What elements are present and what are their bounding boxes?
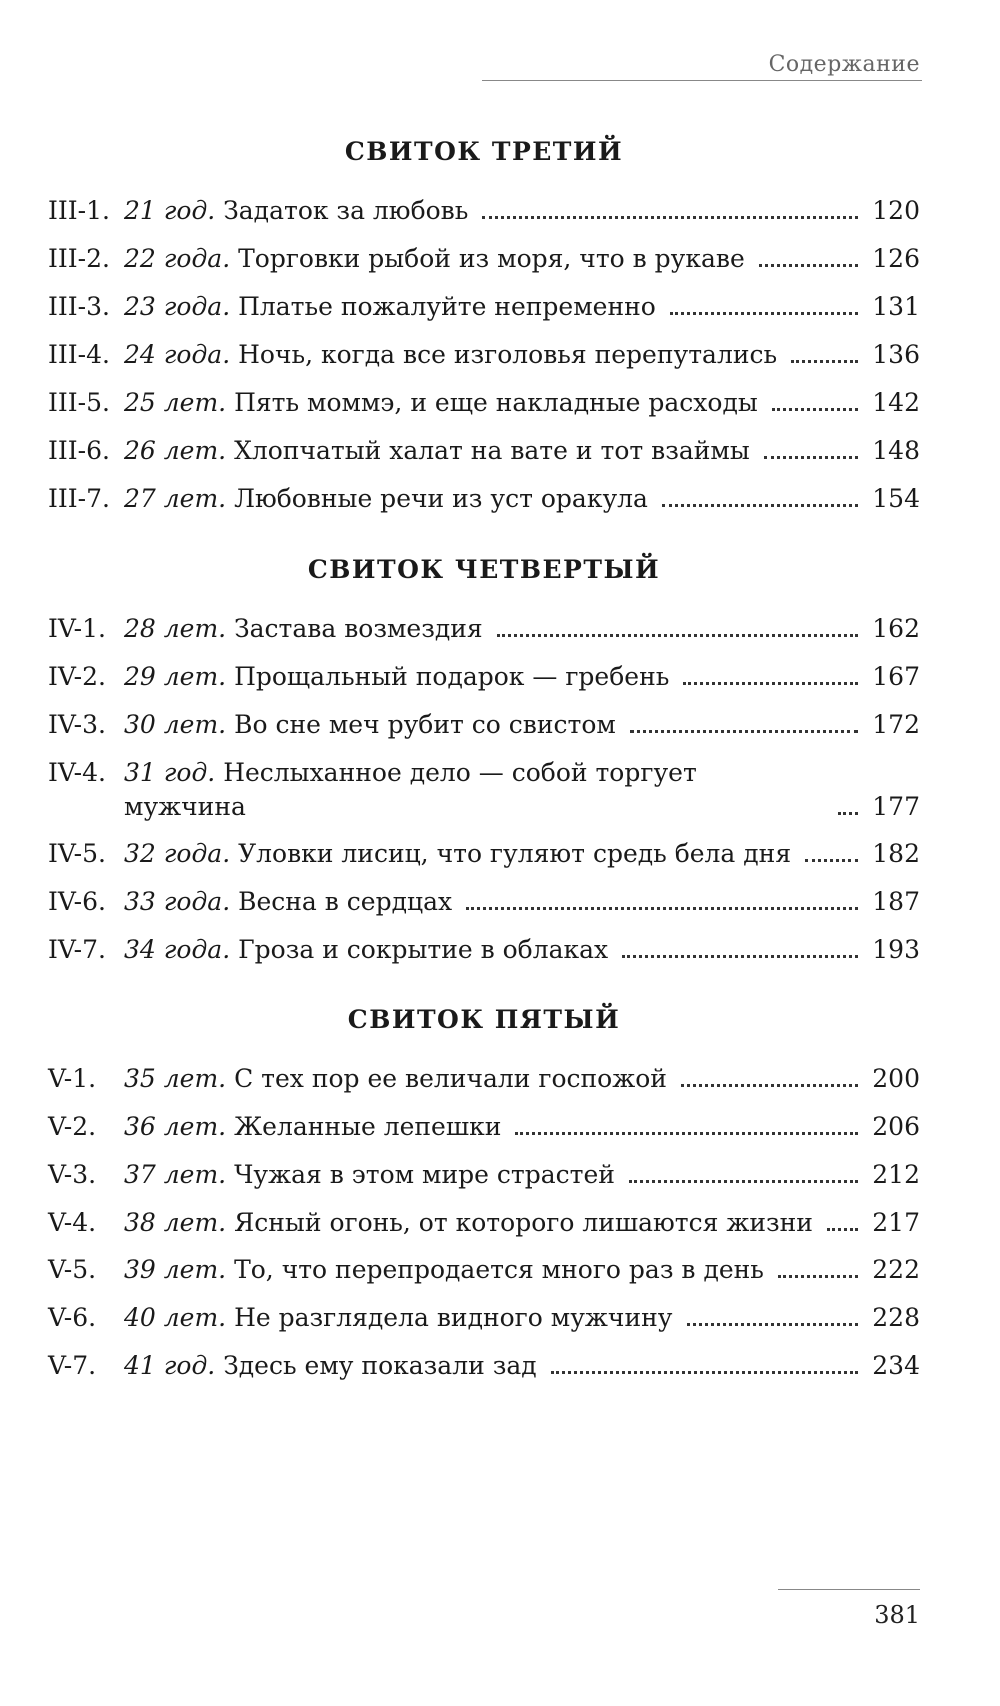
- toc-entry[interactable]: [48, 1349, 920, 1383]
- footer-rule: [778, 1589, 920, 1590]
- toc-entry[interactable]: [48, 612, 920, 646]
- section-title: СВИТОК ЧЕТВЕРТЫЙ: [307, 555, 661, 584]
- toc-entry[interactable]: [48, 1253, 920, 1287]
- entry-title: Гроза и сокрытие в облаках: [238, 935, 609, 964]
- entry-title: Во сне меч рубит со свистом: [234, 710, 616, 739]
- dot-leader: [482, 216, 858, 219]
- entry-age: 26 лет.: [124, 436, 227, 465]
- entry-page: 131: [872, 292, 920, 321]
- toc-entry[interactable]: [48, 338, 920, 372]
- toc-list: [48, 1062, 920, 1383]
- toc-list: [48, 194, 920, 516]
- entry-age: 28 лет.: [124, 614, 227, 643]
- entry-title: С тех пор ее величали госпожой: [234, 1064, 667, 1093]
- toc-entry[interactable]: [48, 434, 920, 468]
- header-rule: [482, 80, 922, 81]
- entry-code: III-6.: [48, 436, 110, 465]
- toc-entry[interactable]: [48, 885, 920, 919]
- dot-leader: [497, 634, 858, 637]
- entry-code: IV-5.: [48, 839, 106, 868]
- dot-leader: [778, 1275, 858, 1278]
- entry-title: Пять моммэ, и еще накладные расходы: [234, 388, 758, 417]
- entry-page: 228: [872, 1303, 920, 1332]
- toc-entry[interactable]: [48, 837, 920, 871]
- page-number: 381: [874, 1601, 920, 1629]
- entry-page: 212: [872, 1160, 920, 1189]
- dot-leader: [805, 859, 858, 862]
- entry-title: Любовные речи из уст оракула: [234, 484, 648, 513]
- entry-age: 32 года.: [124, 839, 231, 868]
- entry-code: V-5.: [48, 1255, 97, 1284]
- toc-entry[interactable]: [48, 1206, 920, 1240]
- toc-entry[interactable]: [48, 194, 920, 228]
- entry-title: Платье пожалуйте непременно: [238, 292, 656, 321]
- dot-leader: [687, 1323, 859, 1326]
- dot-leader: [629, 1180, 858, 1183]
- entry-title: Задаток за любовь: [223, 196, 469, 225]
- entry-age: 37 лет.: [124, 1160, 227, 1189]
- toc-entry[interactable]: [48, 756, 920, 824]
- toc-entry[interactable]: [48, 1158, 920, 1192]
- entry-age: 31 год.: [124, 758, 216, 787]
- entry-age: 34 года.: [124, 935, 231, 964]
- toc-entry[interactable]: [48, 242, 920, 276]
- dot-leader: [683, 682, 858, 685]
- entry-page: 154: [872, 484, 920, 513]
- entry-age: 25 лет.: [124, 388, 227, 417]
- section-title: СВИТОК ТРЕТИЙ: [344, 137, 624, 166]
- entry-title: Неслыханное дело — собой торгует мужчина: [124, 758, 697, 821]
- entry-code: III-1.: [48, 196, 110, 225]
- entry-age: 24 года.: [124, 340, 231, 369]
- dot-leader: [759, 264, 858, 267]
- dot-leader: [838, 812, 858, 815]
- entry-code: V-1.: [48, 1064, 97, 1093]
- toc-entry[interactable]: [48, 386, 920, 420]
- toc-entry[interactable]: [48, 1301, 920, 1335]
- entry-age: 41 год.: [124, 1351, 216, 1380]
- entry-page: 172: [872, 710, 920, 739]
- entry-page: 167: [872, 662, 920, 691]
- entry-age: 21 год.: [124, 196, 216, 225]
- entry-page: 193: [872, 935, 920, 964]
- entry-page: 126: [872, 244, 920, 273]
- toc-entry[interactable]: [48, 660, 920, 694]
- entry-page: 234: [872, 1351, 920, 1380]
- entry-title: Прощальный подарок — гребень: [234, 662, 670, 691]
- entry-page: 142: [872, 388, 920, 417]
- entry-title: Весна в сердцах: [238, 887, 453, 916]
- entry-age: 30 лет.: [124, 710, 227, 739]
- section-scroll-five: [48, 1000, 920, 1397]
- entry-code: III-7.: [48, 484, 110, 513]
- entry-page: 136: [872, 340, 920, 369]
- entry-code: III-3.: [48, 292, 110, 321]
- entry-page: 217: [872, 1208, 920, 1237]
- dot-leader: [827, 1228, 858, 1231]
- entry-title: Хлопчатый халат на вате и тот взаймы: [234, 436, 750, 465]
- dot-leader: [662, 504, 858, 507]
- entry-page: 148: [872, 436, 920, 465]
- entry-age: 23 года.: [124, 292, 231, 321]
- entry-page: 162: [872, 614, 920, 643]
- entry-title: Здесь ему показали зад: [223, 1351, 537, 1380]
- toc-entry[interactable]: [48, 482, 920, 516]
- dot-leader: [630, 730, 858, 733]
- entry-title: Ясный огонь, от которого лишаются жизни: [234, 1208, 813, 1237]
- section-scroll-four: [48, 550, 920, 981]
- entry-code: V-6.: [48, 1303, 97, 1332]
- entry-age: 33 года.: [124, 887, 231, 916]
- entry-age: 39 лет.: [124, 1255, 227, 1284]
- dot-leader: [466, 907, 858, 910]
- entry-title: Застава возмездия: [234, 614, 483, 643]
- dot-leader: [764, 456, 858, 459]
- entry-age: 29 лет.: [124, 662, 227, 691]
- dot-leader: [681, 1084, 858, 1087]
- entry-title: Ночь, когда все изголовья перепутались: [238, 340, 778, 369]
- dot-leader: [515, 1132, 858, 1135]
- entry-code: III-5.: [48, 388, 110, 417]
- running-head: Содержание: [768, 52, 920, 77]
- entry-age: 35 лет.: [124, 1064, 227, 1093]
- entry-code: IV-2.: [48, 662, 106, 691]
- dot-leader: [791, 360, 858, 363]
- entry-code: IV-6.: [48, 887, 106, 916]
- entry-page: 222: [872, 1255, 920, 1284]
- entry-title: Не разглядела видного мужчину: [234, 1303, 673, 1332]
- entry-age: 36 лет.: [124, 1112, 227, 1141]
- entry-page: 120: [872, 196, 920, 225]
- entry-code: IV-1.: [48, 614, 106, 643]
- dot-leader: [551, 1371, 858, 1374]
- dot-leader: [622, 955, 858, 958]
- entry-title: То, что перепродается много раз в день: [234, 1255, 764, 1284]
- entry-code: V-2.: [48, 1112, 97, 1141]
- toc-entry[interactable]: [48, 290, 920, 324]
- entry-code: IV-7.: [48, 935, 106, 964]
- dot-leader: [772, 408, 858, 411]
- section-title: СВИТОК ПЯТЫЙ: [347, 1005, 621, 1034]
- entry-title: Желанные лепешки: [234, 1112, 502, 1141]
- entry-code: IV-4.: [48, 758, 106, 787]
- entry-page: 182: [872, 839, 920, 868]
- toc-entry[interactable]: [48, 1062, 920, 1096]
- entry-age: 40 лет.: [124, 1303, 227, 1332]
- toc-entry[interactable]: [48, 933, 920, 967]
- entry-code: III-4.: [48, 340, 110, 369]
- entry-code: V-7.: [48, 1351, 97, 1380]
- entry-page: 177: [872, 792, 920, 821]
- section-scroll-three: [48, 132, 920, 530]
- toc-entry[interactable]: [48, 708, 920, 742]
- entry-code: V-4.: [48, 1208, 97, 1237]
- entry-page: 206: [872, 1112, 920, 1141]
- toc-list: [48, 612, 920, 967]
- entry-code: III-2.: [48, 244, 110, 273]
- entry-page: 187: [872, 887, 920, 916]
- entry-age: 38 лет.: [124, 1208, 227, 1237]
- entry-title: Уловки лисиц, что гуляют средь бела дня: [238, 839, 792, 868]
- entry-age: 22 года.: [124, 244, 231, 273]
- dot-leader: [670, 312, 858, 315]
- entry-code: V-3.: [48, 1160, 97, 1189]
- entry-page: 200: [872, 1064, 920, 1093]
- entry-title: Торговки рыбой из моря, что в рукаве: [238, 244, 745, 273]
- entry-age: 27 лет.: [124, 484, 227, 513]
- entry-title: Чужая в этом мире страстей: [234, 1160, 615, 1189]
- entry-code: IV-3.: [48, 710, 106, 739]
- toc-entry[interactable]: [48, 1110, 920, 1144]
